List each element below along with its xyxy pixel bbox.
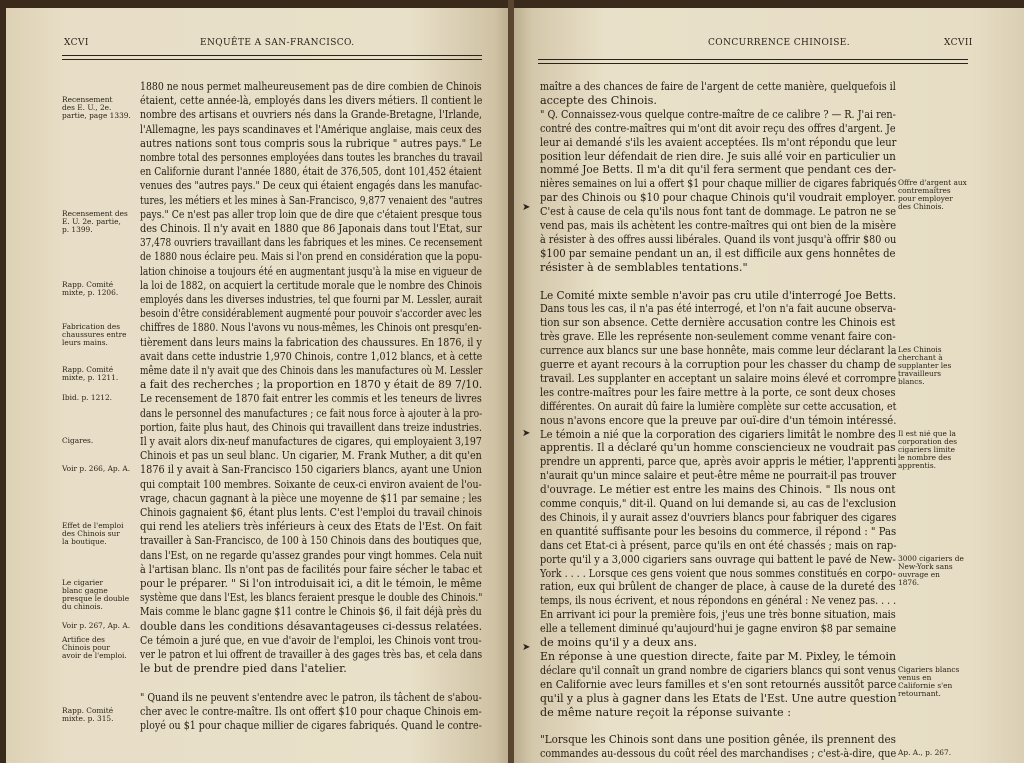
right-text-line: York . . . . Lorsque ces gens voient que nous sommes constitués en corpo- [540,566,896,580]
left-text-line: 37,478 ouvriers travaillant dans les fabriques et les mines. Ce recensement [140,236,483,250]
right-text-line: vend pas, mais ils achètent les contre-maîtres qui ont bien de la misère [540,219,897,232]
right-text-line: nommé Joe Betts. Il m'a dit qu'il fera serment que pendant ces der- [540,163,897,177]
right-running-title: CONCURRENCE CHINOISE. [708,38,851,48]
left-text-line: pour le préparer. " Si l'on introduisait ici, a dit le témoin, le même [140,577,482,590]
right-text-line: Le Comité mixte semble n'avoir pas cru utile d'interrogé Joe Betts. [540,288,897,302]
right-text-line: $100 par semaine pendant un an, il est difficile aux gens honnêtes de [540,246,896,260]
left-text-line: vrage, chacun gagnant à la pièce une moyenne de $11 par semaine ; les [140,491,482,505]
left-text-line: a fait des recherches ; la proportion en 1870 y était de 89 7/10. [140,378,483,392]
right-text-line: n'aurait qu'un mince salaire et peut-être même ne pourrait-il pas trouver [540,469,897,483]
left-text-line: dans l'Est, on ne regarde qu'assez grandes pour vingt hommes. Cela nuit [140,548,483,562]
right-text-line: différentes. On aurait dû faire la lumière complète sur cette accusation, et [540,399,897,413]
right-margin-note: Cigariers blancs venus en Californie s'en retournant. [898,664,960,698]
left-running-title: ENQUÊTE A SAN-FRANCISCO. [200,38,355,48]
right-text-line: "Lorsque les Chinois sont dans une position gênée, ils prennent des [540,733,896,747]
right-text-line: guerre et ayant recours à la corruption pour les chasser du champ de [540,358,896,371]
left-text-line: Mais comme le blanc gagne $11 contre le Chinois $6, il fait déjà près du [140,605,482,619]
left-text-line: autres nations sont tous compris sous la rubrique " autres pays." Le [140,136,482,150]
left-margin-note: Voir p. 267, Ap. A. [62,620,131,630]
right-header-rule [538,59,968,60]
right-page-number: XCVII [944,38,973,48]
left-text-line: Chinois et pas un seul blanc. Un cigarier, M. Frank Muther, a dit qu'en [140,449,482,463]
right-text-line: commandes au-dessous du coût réel des marchandises ; c'est-à-dire, que [540,747,897,761]
right-text-line: accepte des Chinois. [540,93,657,107]
left-text-line: chiffres de 1880. Nous l'avons vu nous-mêmes, les Chinois ont presqu'en- [140,321,482,335]
left-text-line: avait dans cette industrie 1,970 Chinois, contre 1,012 blancs, et à cette [140,349,483,363]
left-text-line: à l'artisan blanc. Ils n'ont pas de facilités pour faire sécher le tabac et [140,562,483,576]
right-text-line: Dans tous les cas, il n'a pas été interrogé, et l'on n'a fait aucune observa- [540,302,897,316]
left-margin-note: Recensement des E. U. 2e. partie, p. 1399. [62,208,128,234]
right-margin-note: Ap. A., p. 267. [898,748,952,758]
right-text-line: position leur défendait de rien dire. Je suis allé voir en particulier un [540,149,896,163]
left-text-line: qui comptait 100 membres. Soixante de ceux-ci environ avaient de l'ou- [140,477,482,491]
left-page-number: XCVI [64,38,89,48]
right-margin-note: 3000 cigariers de New-York sans ouvrage en 1876. [898,553,964,587]
left-margin-note: Fabrication des chaussures entre leurs mains. [62,322,127,348]
left-text-line: étaient, cette année-là, employés dans les divers métiers. Il contient le [140,94,483,108]
left-text-line: de 1880 nous éclaire peu. Mais si l'on prend en considération que la popu- [140,250,483,264]
right-text-line: comme conquis," dit-il. Quand on lui demande si, au cas de l'exclusion [540,497,897,510]
left-margin-note: Rapp. Comité mixte, p. 1211. [62,365,119,382]
left-header-rule [62,55,482,56]
right-text-line: des Chinois, il y aurait assez d'ouvriers blancs pour fabriquer des cigares [540,510,897,524]
right-margin-note: Les Chinois cherchant à supplanter les travailleurs blancs. [898,345,952,387]
right-text-line: très grave. Elle les représente non-seulement comme venant faire con- [540,330,896,344]
left-text-line: 1876 il y avait à San-Francisco 150 cigariers blancs, ayant une Union [140,463,482,477]
right-text-line: elle a tellement diminué qu'aujourd'hui je gagne environ $8 par semaine [540,622,897,636]
right-text-line: ration, eux qui brûlent de changer de place, à cause de la dureté des [540,580,896,594]
right-text-line: porte qu'il y a 3,000 cigariers sans ouvrage qui battent le pavé de New- [540,552,896,566]
right-text-line: En arrivant ici pour la première fois, j'eus une très bonne situation, mais [540,608,896,622]
left-text-line: nombre total des personnes employées dans toutes les branches du travail [140,151,483,164]
right-text-line: déclare qu'il connaît un grand nombre de cigariers blancs qui sont venus [540,663,896,677]
right-text-line: dans cet Etat-ci à présent, parce qu'ils en ont été chassés ; mais on rap- [540,538,897,552]
left-margin-note: Le cigarier blanc gagne presque le double du chinois. [62,578,130,611]
left-margin-note: Cigares. [62,436,94,445]
right-text-line: nières semaines on lui a offert $1 pour chaque millier de cigares fabriqués [540,177,897,191]
left-text-line: tures, les métiers et les mines à San-Francisco, 9,877 venaient des "autres [140,193,483,207]
right-text-line: en quantité suffisante pour les besoins du commerce, il répond : " Pas [540,524,897,538]
right-text-line: de moins qu'il y a deux ans. [540,636,698,649]
right-text-line: maître a des chances de faire de l'argent de cette manière, quelquefois il [540,80,896,93]
left-text-line: en Californie durant l'année 1880, était de 376,505, dont 101,452 étaient [140,165,482,179]
right-text-line: qu'il y a plus à gagner dans les Etats de l'Est. Une autre question [540,691,897,705]
right-text-line: temps, ils nous écrivent, et nous répondons en général : Ne venez pas. . . . [540,594,897,608]
left-text-line: ployé ou $1 pour chaque millier de cigares fabriqués. Quand le contre- [140,719,482,732]
right-text-line: prendre un apprenti, parce que, après avoir appris le métier, l'apprenti [540,455,897,469]
left-text-line: Chinois gagnaient $6, étant plus lents. C'est l'emploi du travail chinois [140,506,482,519]
left-text-line: dans le personnel des manufactures ; ce fait nous force à ajouter à la pro- [140,406,483,420]
right-text-line: En réponse à une question directe, faite par M. Pixley, le témoin [540,649,897,663]
left-margin-note: Recensement des E. U., 2e. partie, page 1339. [62,95,131,121]
right-text-line: contré des contre-maîtres qui m'ont dit avoir reçu des offres d'argent. Je [540,121,896,135]
right-text-line: d'ouvrage. Le métier est entre les mains des Chinois. " Ils nous ont [540,483,896,497]
left-text-line: tièrement dans leurs mains la fabrication des chaussures. En 1876, il y [140,335,482,349]
left-text-line: des Chinois. Il n'y avait en 1880 que 86 Japonais dans tout l'Etat, sur [140,222,482,235]
right-text-line: leur ai demandé s'ils les avaient acceptées. Ils m'ont répondu que leur [540,135,897,149]
left-text-line: lation chinoise a toujours été en augmentant jusqu'à la mise en vigueur de [140,264,482,278]
right-margin-note: Il est nié que la corporation des cigariers limite le nombre des apprentis. [898,428,958,470]
gutter-arrow-icon: ➤ [522,202,531,213]
left-text-line: le but de prendre pied dans l'atelier. [140,662,347,676]
right-text-line: " Q. Connaissez-vous quelque contre-maître de ce calibre ? — R. J'ai ren- [540,107,896,121]
left-margin-note: Effet de l'emploi des Chinois sur la boutique. [62,521,124,547]
left-margin-note: Rapp. Comité mixte. p. 315. [62,705,114,723]
gutter-arrow-icon: ➤ [522,642,531,653]
left-text-line: pays." Ce n'est pas aller trop loin que de dire que c'étaient presque tous [140,207,482,221]
left-text-line: nombre des artisans et ouvriers nés dans la Grande-Bretagne, l'Irlande, [140,108,482,122]
left-text-line: cher avec le contre-maître. Ils ont offert $10 pour chaque Chinois em- [140,704,482,718]
left-text-line: ver le patron et lui offrent de travailler à des gages très bas, et cela dans [140,648,483,661]
left-header-rule-thin [62,59,482,60]
left-margin-note: Ibid. p. 1212. [62,393,113,403]
right-text-line: currence aux blancs sur une base honnête, mais comme leur déclarant la [540,344,897,358]
left-text-line: double dans les conditions désavantageuses ci-dessus relatées. [140,619,483,633]
left-text-line: besoin d'être considérablement augmenté pour pouvoir s'accorder avec les [140,307,482,321]
right-text-line: par des Chinois ou $10 pour chaque Chinois qu'il voudrait employer. [540,191,896,205]
left-text-line: " Quand ils ne peuvent s'entendre avec le patron, ils tâchent de s'abou- [140,690,482,704]
right-margin-note: Offre d'argent aux contremaîtres pour employer des Chinois. [898,178,967,212]
left-text-line: l'Allemagne, les pays scandinaves et l'Amérique anglaise, mais ceux des [140,122,482,136]
right-text-line: travail. Les supplanter en acceptant un salaire moins élevé et corrompre [540,371,897,385]
left-text-line: travailler à San-Francisco, de 100 à 150 Chinois dans des boutiques que, [140,534,482,548]
left-text-line: Le recensement de 1870 fait entrer les commis et les teneurs de livres [140,392,482,406]
right-text-line: nous n'avons encore que la preuve par ouï-dire d'un témoin intéressé. [540,413,897,427]
right-header-rule-thin [538,63,968,64]
left-text-line: système que dans l'Est, les blancs feraient presque le double des Chinois." [140,591,483,605]
left-text-line: qui rend les ateliers très inférieurs à ceux des Etats de l'Est. On fait [140,520,482,534]
left-text-line: Ce témoin a juré que, en vue d'avoir de l'emploi, les Chinois vont trou- [140,633,482,647]
left-text-line: venues des "autres pays." De ceux qui étaient engagés dans les manufac- [140,179,483,193]
left-text-line: employés dans les diverses industries, tel que fourni par M. Lessler, aurait [140,293,483,306]
left-text-line: Il y avait alors dix-neuf manufactures de cigares, qui employaient 3,197 [140,435,482,448]
right-text-line: en Californie avec leurs familles et s'en sont retournés aussitôt parce [540,677,897,691]
right-text-line: résister à de semblables tentations." [540,260,748,274]
right-text-line: apprentis. Il a déclaré qu'un homme consciencieux ne voudrait pas [540,441,896,455]
left-margin-note: Rapp. Comité mixte, p. 1206. [62,279,119,297]
book-gutter [508,0,514,763]
left-text-line: portion, faite plus haut, des Chinois qui travaillent dans treize industries. [140,420,482,434]
right-text-line: Le témoin a nié que la corporation des cigariers limitât le nombre des [540,427,896,441]
right-text-line: à résister à des offres aussi libérales. Quand ils vont jusqu'à offrir $80 ou [540,232,897,246]
right-text-line: tion sur son absence. Cette dernière accusation contre les Chinois est [540,316,896,330]
right-text-line: les contre-maîtres pour les faire mettre à la porte, ce sont deux choses [540,385,896,399]
left-text-line: la loi de 1882, on acquiert la certitude morale que le nombre des Chinois [140,278,483,292]
right-text-line: de même nature reçoit la réponse suivante : [540,705,792,719]
left-margin-note: Voir p. 266, Ap. A. [62,464,131,474]
left-text-line: même date il n'y avait que des Chinois dans les manufactures où M. Lessler [140,364,483,377]
left-text-line: 1880 ne nous permet malheureusement pas de dire combien de Chinois [140,80,482,93]
right-text-line: C'est à cause de cela qu'ils nous font tant de dommage. Le patron ne se [540,205,897,219]
gutter-arrow-icon: ➤ [522,428,531,439]
left-margin-note: Artifice des Chinois pour avoir de l'emploi. [62,634,127,660]
